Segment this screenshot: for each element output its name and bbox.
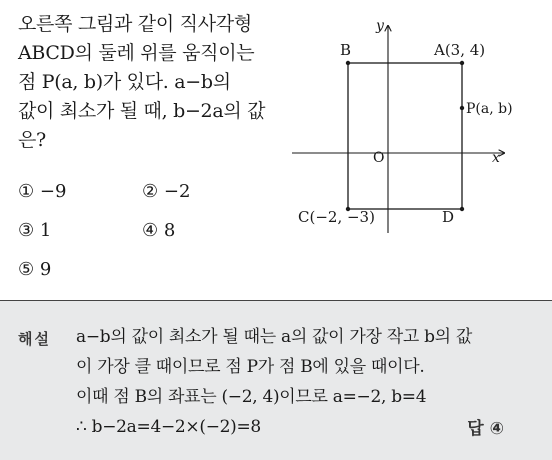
y-axis-label: y [376,18,384,34]
label-p: P(a, b) [466,101,513,117]
label-b: B [340,41,352,59]
choice-1[interactable]: ① −9 [18,181,67,202]
solution-line: 이 가장 클 때이므로 점 P가 점 B에 있을 때이다. [76,357,425,377]
origin-label: O [373,150,385,166]
answer-label: 답 ④ [467,419,504,439]
solution-line: 이때 점 B의 좌표는 (−2, 4)이므로 a=−2, b=4 [76,387,427,407]
solution-panel [0,300,552,460]
choice-2[interactable]: ② −2 [142,181,191,202]
point-b [346,61,350,65]
x-axis-label: x [492,150,500,166]
point-d [460,207,464,211]
label-a: A(3, 4) [434,41,486,59]
rectangle-abcd [348,63,462,209]
point-a [460,61,464,65]
label-d: D [442,208,455,226]
solution-label: 해설 [18,330,51,348]
question-line: 오른쪽 그림과 같이 직사각형 [18,13,252,35]
choice-3[interactable]: ③ 1 [18,220,52,241]
point-p [460,106,464,110]
question-line: 점 P(a, b)가 있다. a−b의 [18,71,231,93]
solution-line: ∴ b−2a=4−2×(−2)=8 [76,417,261,437]
question-line: 은? [18,129,46,151]
coordinate-figure [290,8,552,248]
question-line: ABCD의 둘레 위를 움직이는 [18,42,255,64]
label-c: C(−2, −3) [298,208,375,226]
question-line: 값이 최소가 될 때, b−2a의 값 [18,100,266,122]
choice-5[interactable]: ⑤ 9 [18,259,52,280]
choice-4[interactable]: ④ 8 [142,220,176,241]
coordinate-plane-svg [290,8,552,248]
question-text [18,10,290,155]
solution-line: a−b의 값이 최소가 될 때는 a의 값이 가장 작고 b의 값 [76,327,473,347]
section-divider [0,300,552,301]
